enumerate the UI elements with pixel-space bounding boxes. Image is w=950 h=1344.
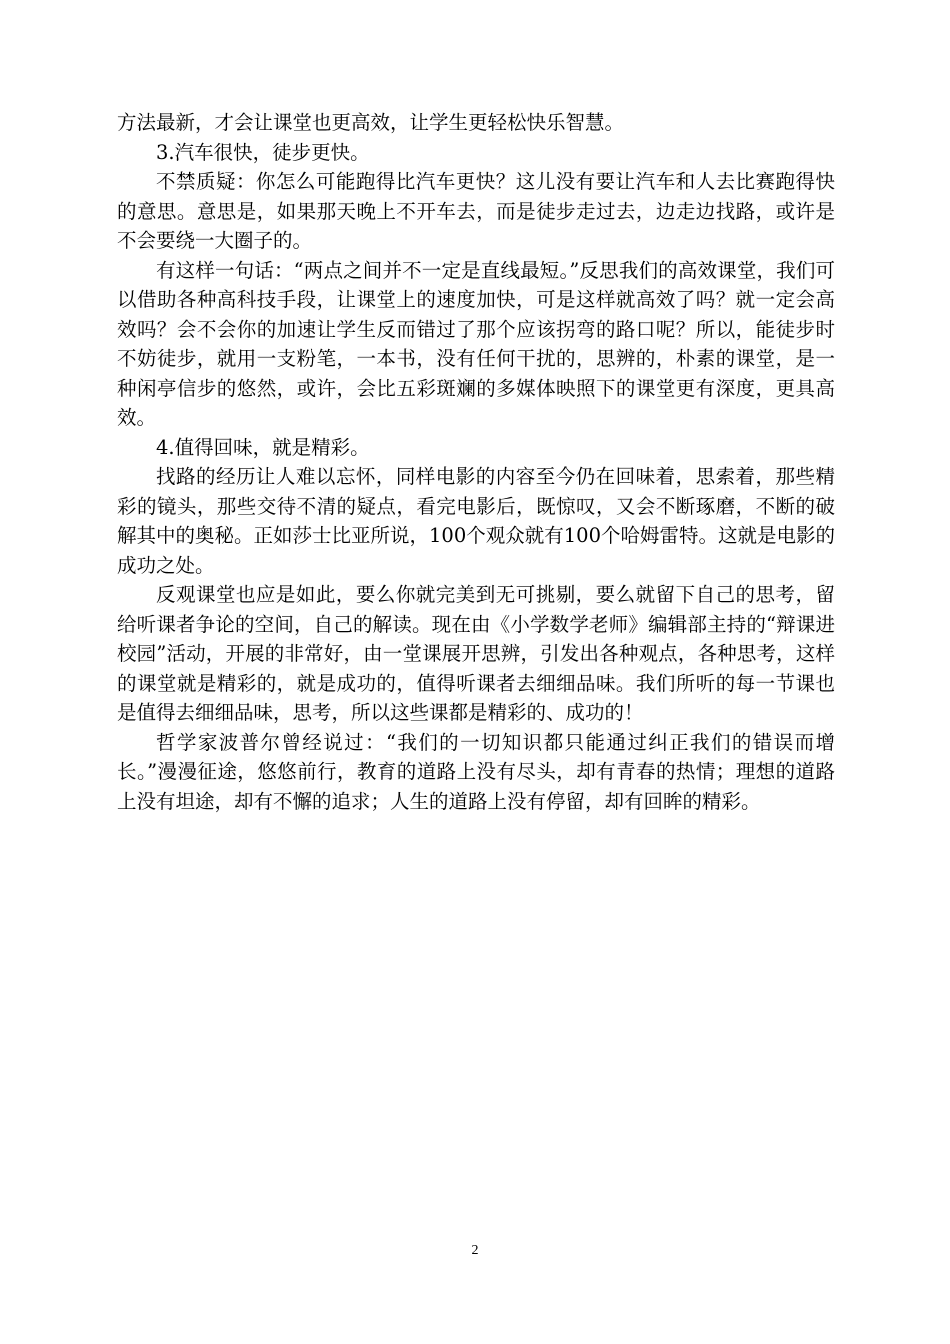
paragraph: 找路的经历让人难以忘怀，同样电影的内容至今仍在回味着，思索着，那些精彩的镜头，那些交待不清的疑点，看完电影后，既惊叹，又会不断琢磨，不断的破解其中的奥秘。正如莎士比亚所说，100个观众就有100个哈姆雷特。这就是电影的成功之处。: [117, 465, 835, 577]
paragraph: 反观课堂也应是如此，要么你就完美到无可挑剔，要么就留下自己的思考，留给听课者争论的空间，自己的解读。现在由《小学数学老师》编辑部主持的“辩课进校园”活动，开展的非常好，由一堂课展开思辨，引发出各种观点，各种思考，这样的课堂就是精彩的，就是成功的，值得听课者去细细品味。我们所听的每一节课也是值得去细细品味，思考，所以这些课都是精彩的、成功的！: [117, 583, 835, 724]
paragraph: 有这样一句话：“两点之间并不一定是直线最短。”反思我们的高效课堂，我们可以借助各种高科技手段，让课堂上的速度加快，可是这样就高效了吗？就一定会高效吗？会不会你的加速让学生反而错过了那个应该拐弯的路口呢？所以，能徒步时不妨徒步，就用一支粉笔，一本书，没有任何干扰的，思辨的，朴素的课堂，是一种闲亭信步的悠然，或许，会比五彩斑斓的多媒体映照下的课堂更有深度，更具高效。: [117, 258, 835, 429]
section-heading: 3.汽车很快，徒步更快。: [156, 140, 370, 164]
page-number: 2: [471, 1243, 479, 1258]
paragraph: 不禁质疑：你怎么可能跑得比汽车更快？这儿没有要让汽车和人去比赛跑得快的意思。意思是，如果那天晚上不开车去，而是徒步走过去，边走边找路，或许是不会要绕一大圈子的。: [117, 170, 835, 252]
paragraph: 哲学家波普尔曾经说过：“我们的一切知识都只能通过纠正我们的错误而增长。”漫漫征途，悠悠前行，教育的道路上没有尽头，却有青春的热情；理想的道路上没有坦途，却有不懈的追求；人生的道路上没有停留，却有回眸的精彩。: [117, 730, 835, 813]
section-heading: 4.值得回味，就是精彩。: [156, 435, 370, 459]
document-body: [117, 108, 835, 816]
paragraph: 方法最新，才会让课堂也更高效，让学生更轻松快乐智慧。: [117, 111, 625, 134]
